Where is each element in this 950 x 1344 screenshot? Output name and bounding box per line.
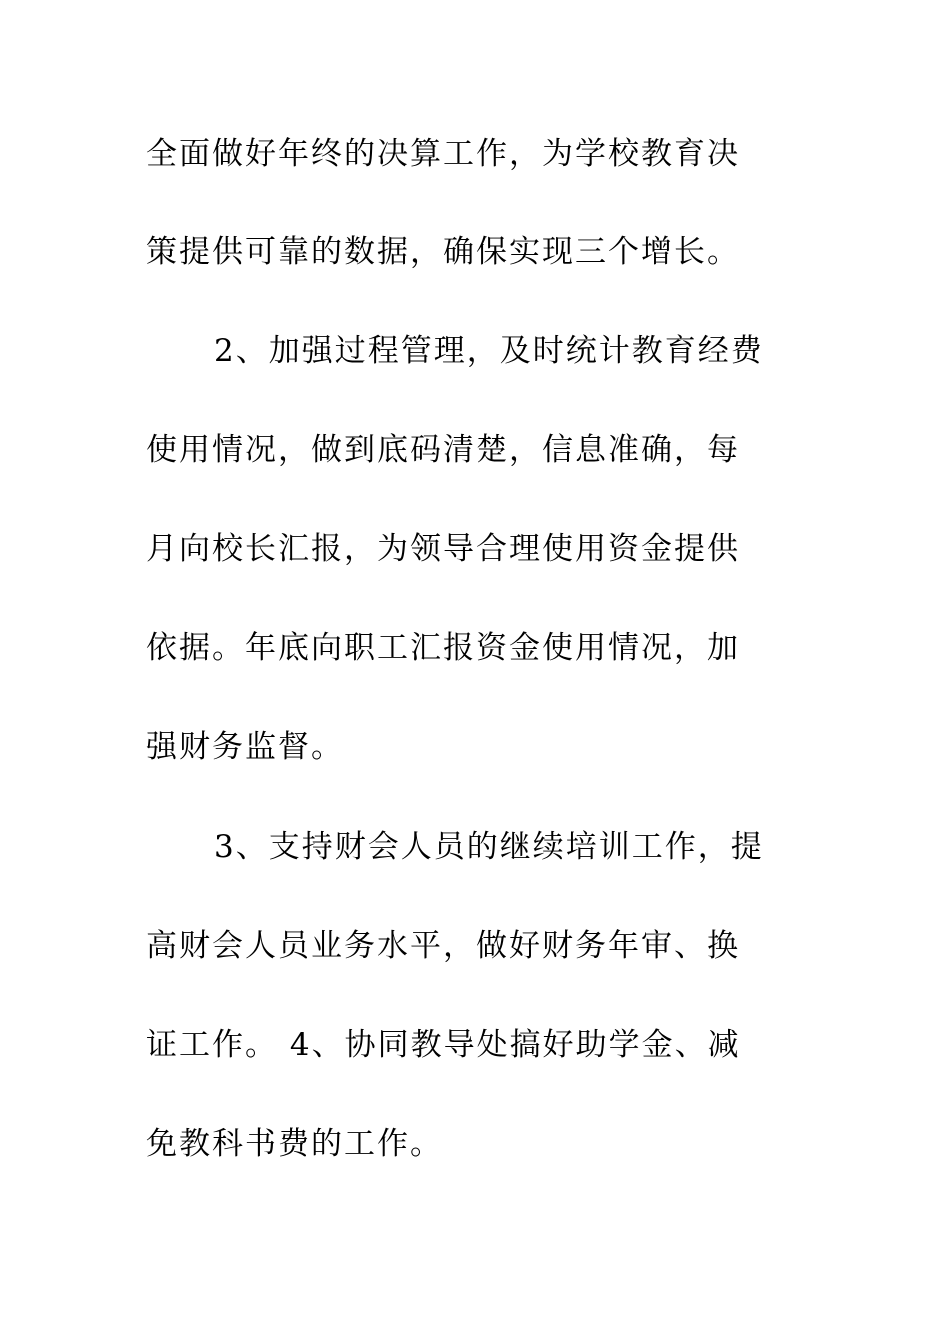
paragraph-line: 策提供可靠的数据，确保实现三个增长。	[146, 234, 740, 270]
paragraph-line: 2、加强过程管理，及时统计教育经费	[214, 333, 764, 369]
paragraph-line: 免教科书费的工作。	[146, 1126, 443, 1162]
paragraph-line: 高财会人员业务水平，做好财务年审、换	[146, 928, 740, 964]
paragraph-line: 使用情况，做到底码清楚，信息准确，每	[146, 432, 740, 468]
paragraph-line: 月向校长汇报，为领导合理使用资金提供	[146, 531, 740, 567]
paragraph-line: 3、支持财会人员的继续培训工作，提	[214, 829, 764, 865]
paragraph-line: 证工作。 4、协同教导处搞好助学金、减	[146, 1027, 741, 1063]
paragraph-line: 依据。年底向职工汇报资金使用情况，加	[146, 630, 740, 666]
paragraph-line: 全面做好年终的决算工作，为学校教育决	[146, 136, 740, 172]
paragraph-line: 强财务监督。	[146, 729, 344, 765]
